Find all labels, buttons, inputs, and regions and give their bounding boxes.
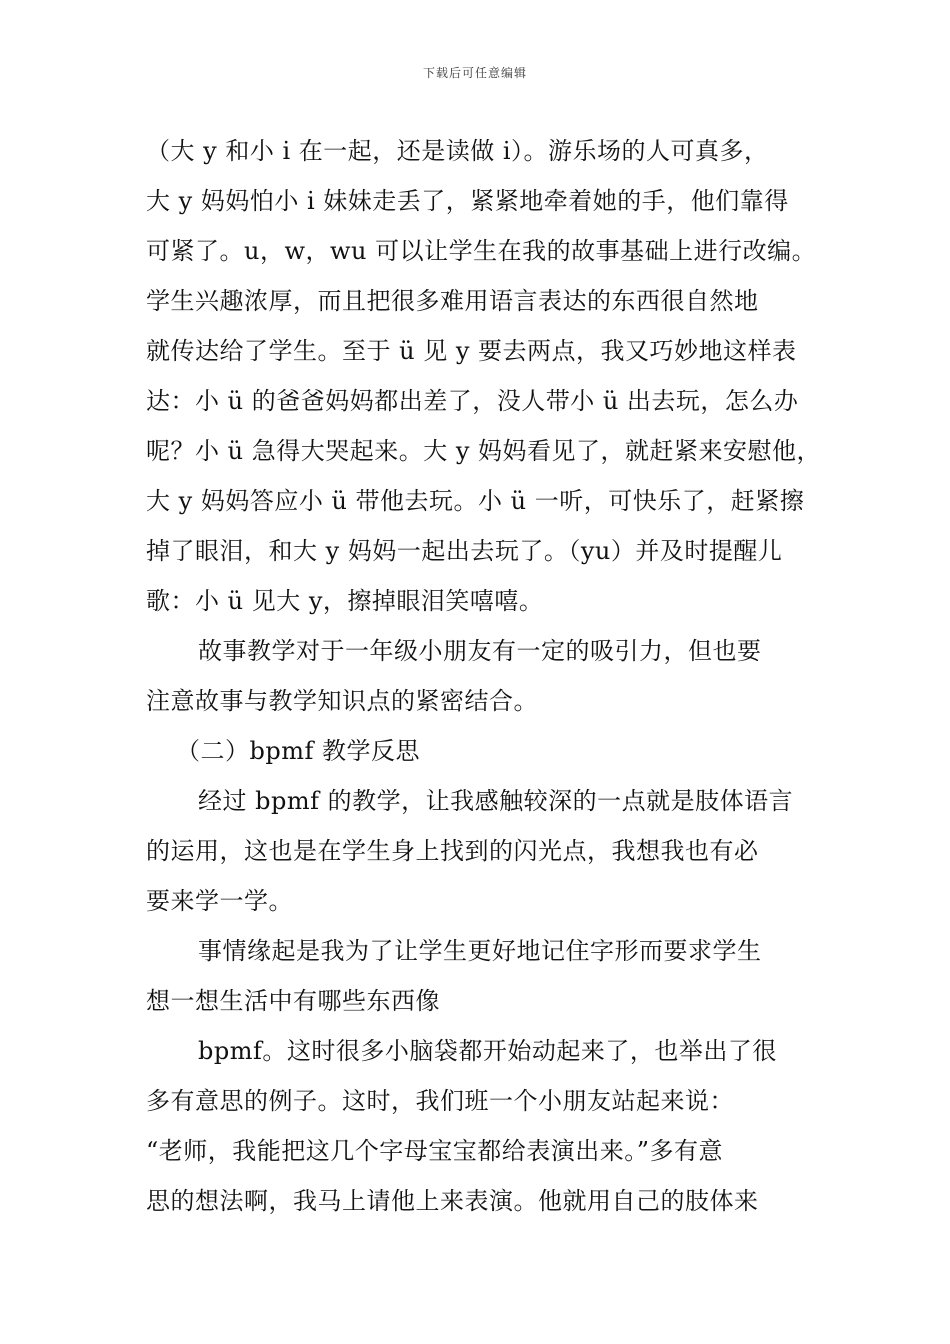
text-line: 想一想生活中有哪些东西像 <box>146 987 440 1015</box>
text-line: 大 y 妈妈答应小 ü 带他去玩。小 ü 一听，可快乐了，赶紧擦 <box>146 487 805 515</box>
page-header: 下载后可任意编辑 <box>422 66 527 80</box>
text-line: 学生兴趣浓厚，而且把很多难用语言表达的东西很自然地 <box>146 287 759 315</box>
text-line: 达：小 ü 的爸爸妈妈都出差了，没人带小 ü 出去玩，怎么办 <box>146 387 799 415</box>
text-line: 歌：小 ü 见大 y，擦掉眼泪笑嘻嘻。 <box>146 587 544 615</box>
paragraph-start-line: bpmf。这时很多小脑袋都开始动起来了，也举出了很 <box>198 1037 777 1065</box>
text-line: 要来学一学。 <box>146 887 293 915</box>
text-line: 大 y 妈妈怕小 i 妹妹走丢了，紧紧地牵着她的手，他们靠得 <box>146 187 789 215</box>
text-line: 注意故事与教学知识点的紧密结合。 <box>146 687 538 715</box>
paragraph-start-line: 事情缘起是我为了让学生更好地记住字形而要求学生 <box>198 937 762 965</box>
text-line: 就传达给了学生。至于 ü 见 y 要去两点，我又巧妙地这样表 <box>146 337 797 365</box>
text-line: 的运用，这也是在学生身上找到的闪光点，我想我也有必 <box>146 837 759 865</box>
text-line: （大 y 和小 i 在一起，还是读做 i）。游乐场的人可真多， <box>146 137 769 165</box>
text-line: 掉了眼泪，和大 y 妈妈一起出去玩了。（yu）并及时提醒儿 <box>146 537 783 565</box>
paragraph-start-line: 故事教学对于一年级小朋友有一定的吸引力，但也要 <box>198 637 762 665</box>
text-line: 呢？小 ü 急得大哭起来。大 y 妈妈看见了，就赶紧来安慰他， <box>146 437 822 465</box>
paragraph-start-line: 经过 bpmf 的教学，让我感触较深的一点就是肢体语言 <box>198 787 794 815</box>
section-heading: （二）bpmf 教学反思 <box>176 737 420 765</box>
text-line: 可紧了。u，w，wu 可以让学生在我的故事基础上进行改编。 <box>146 237 817 265</box>
document-body <box>146 126 826 1226</box>
text-line: 多有意思的例子。这时，我们班一个小朋友站起来说： <box>146 1087 734 1115</box>
text-line: “老师，我能把这几个字母宝宝都给表演出来。”多有意 <box>146 1137 724 1165</box>
text-line: 思的想法啊，我马上请他上来表演。他就用自己的肢体来 <box>146 1187 759 1215</box>
